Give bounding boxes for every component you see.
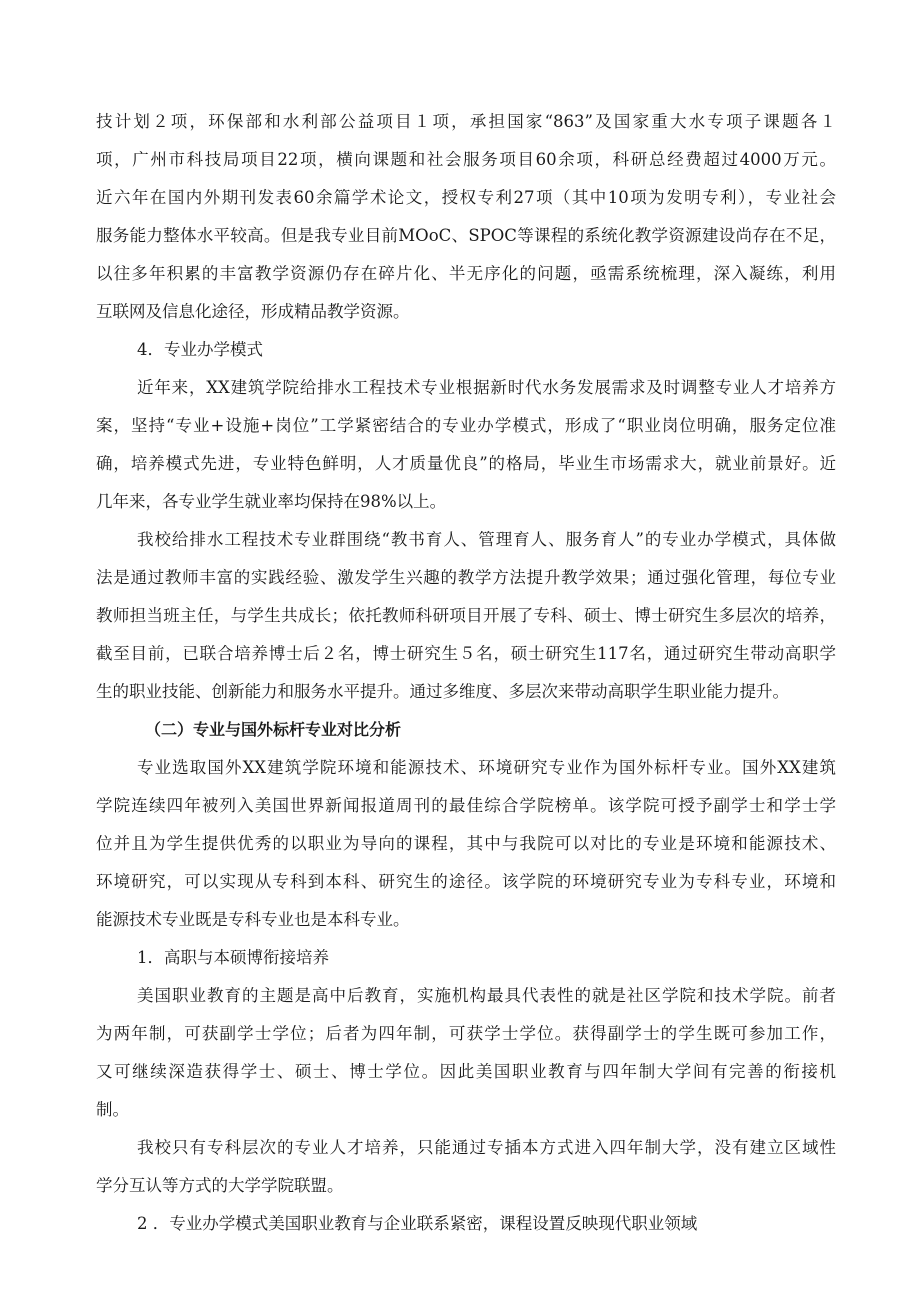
paragraph-line: 专业选取国外XX建筑学院环境和能源技术、环境研究专业作为国外标杆专业。国外XX建筑 xyxy=(137,758,836,777)
paragraph-line: 制。 xyxy=(96,1100,129,1119)
paragraph-line: 我校只有专科层次的专业人才培养，只能通过专插本方式进入四年制大学，没有建立区域性 xyxy=(137,1138,836,1157)
paragraph-line: 为两年制，可获副学士学位；后者为四年制，可获学士学位。获得副学士的学生既可参加工作， xyxy=(96,1024,836,1043)
subheading-school-mode-us: 2 ．专业办学模式美国职业教育与企业联系紧密，课程设置反映现代职业领域 xyxy=(137,1214,698,1233)
subheading-school-mode: 4．专业办学模式 xyxy=(137,340,263,359)
paragraph-line: 近年来，XX建筑学院给排水工程技术专业根据新时代水务发展需求及时调整专业人才培养方 xyxy=(137,378,836,397)
paragraph-line: 环境研究，可以实现从专科到本科、研究生的途径。该学院的环境研究专业为专科专业，环境和 xyxy=(96,872,836,891)
paragraph-line: 服务能力整体水平较高。但是我专业目前MOoC、SPOC等课程的系统化教学资源建设尚存在不足， xyxy=(96,226,836,245)
paragraph-line: 项，广州市科技局项目22项，横向课题和社会服务项目60余项，科研总经费超过4000万元。 xyxy=(96,150,836,169)
paragraph-line: 技计划２项，环保部和水利部公益项目１项，承担国家“863”及国家重大水专项子课题各１ xyxy=(96,112,836,131)
paragraph-line: 法是通过教师丰富的实践经验、激发学生兴趣的教学方法提升教学效果；通过强化管理，每位专业 xyxy=(96,568,836,587)
subheading-articulation: 1．高职与本硕博衔接培养 xyxy=(137,948,329,967)
paragraph-line: 互联网及信息化途径，形成精品教学资源。 xyxy=(96,302,410,321)
paragraph-line: 确，培养模式先进，专业特色鲜明，人才质量优良”的格局，毕业生市场需求大，就业前景好。近 xyxy=(96,454,836,473)
paragraph-line: 我校给排水工程技术专业群围绕“教书育人、管理育人、服务育人”的专业办学模式，具体做 xyxy=(137,530,836,549)
paragraph-line: 以往多年积累的丰富教学资源仍存在碎片化、半无序化的问题，亟需系统梳理，深入凝练，利用 xyxy=(96,264,836,283)
paragraph-line: 近六年在国内外期刊发表60余篇学术论文，授权专利27项（其中10项为发明专利），专业社会 xyxy=(96,188,836,207)
paragraph-line: 位并且为学生提供优秀的以职业为导向的课程，其中与我院可以对比的专业是环境和能源技术、 xyxy=(96,834,836,853)
paragraph-line: 案，坚持“专业+设施+岗位”工学紧密结合的专业办学模式，形成了“职业岗位明确，服务定位准 xyxy=(96,416,836,435)
document-body xyxy=(96,103,836,1243)
paragraph-line: 能源技术专业既是专科专业也是本科专业。 xyxy=(96,910,410,929)
section-heading-comparison: （二）专业与国外标杆专业对比分析 xyxy=(145,720,402,739)
paragraph-line: 几年来，各专业学生就业率均保持在98%以上。 xyxy=(96,492,447,511)
paragraph-line: 生的职业技能、创新能力和服务水平提升。通过多维度、多层次来带动高职学生职业能力提升。 xyxy=(96,682,789,701)
paragraph-line: 教师担当班主任，与学生共成长；依托教师科研项目开展了专科、硕士、博士研究生多层次的培养， xyxy=(96,606,836,625)
paragraph-line: 美国职业教育的主题是高中后教育，实施机构最具代表性的就是社区学院和技术学院。前者 xyxy=(137,986,836,1005)
paragraph-line: 学分互认等方式的大学学院联盟。 xyxy=(96,1176,344,1195)
paragraph-line: 学院连续四年被列入美国世界新闻报道周刊的最佳综合学院榜单。该学院可授予副学士和学士学 xyxy=(96,796,836,815)
paragraph-line: 又可继续深造获得学士、硕士、博士学位。因此美国职业教育与四年制大学间有完善的衔接机 xyxy=(96,1062,836,1081)
paragraph-line: 截至目前，已联合培养博士后２名，博士研究生５名，硕士研究生117名，通过研究生带动高职学 xyxy=(96,644,836,663)
